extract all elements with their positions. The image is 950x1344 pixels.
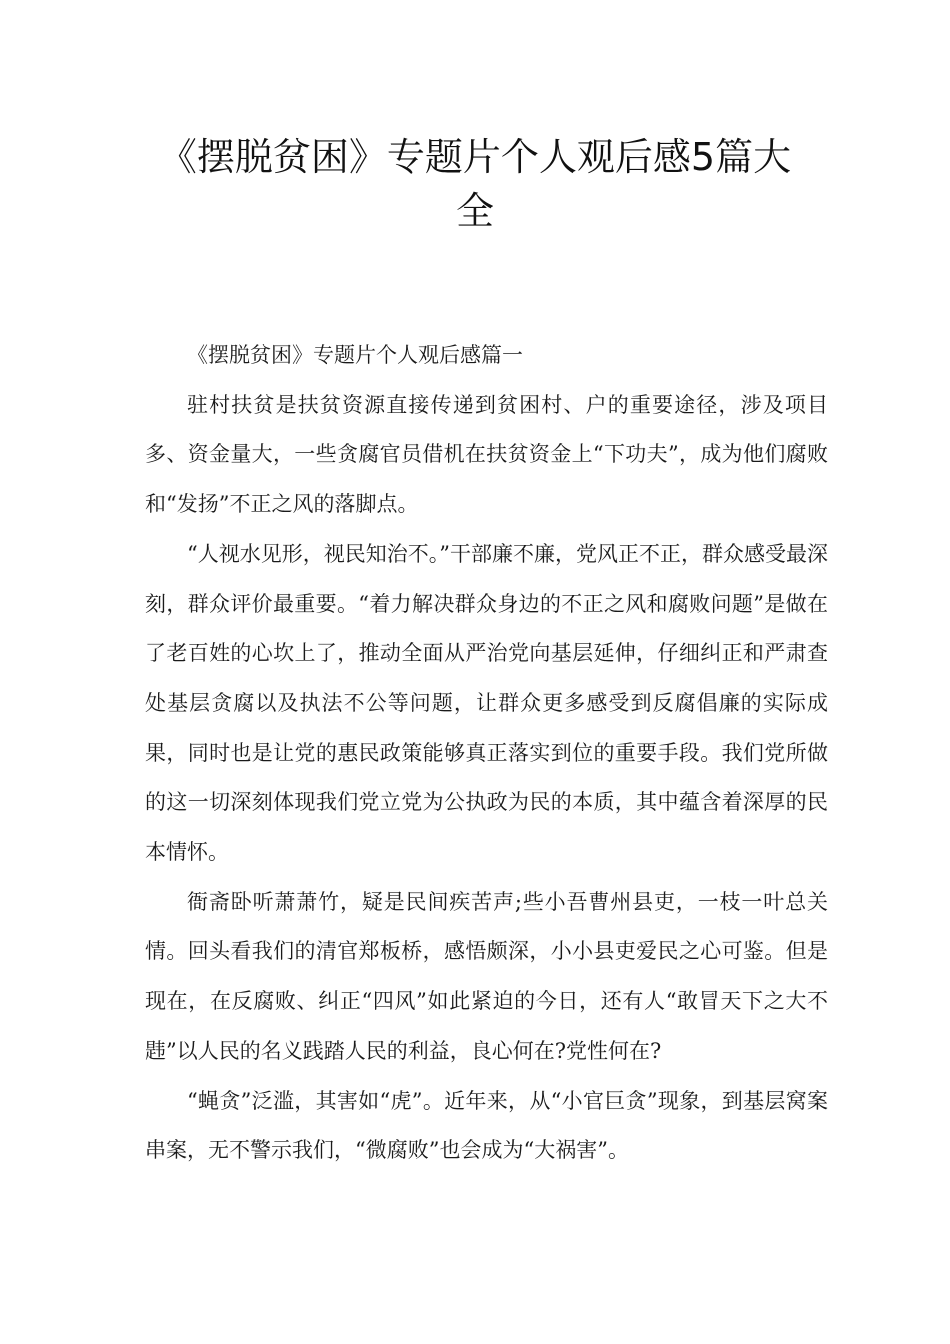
section-heading: 《摆脱贫困》专题片个人观后感篇一	[187, 343, 523, 367]
paragraph-1: 驻村扶贫是扶贫资源直接传递到贫困村、户的重要途径，涉及项目多、资金量大，一些贪腐官员借机在扶贫资金上“下功夫”，成为他们腐败和“发扬”不正之风的落脚点。	[145, 392, 828, 517]
paragraph-4: “蝇贪”泛滥，其害如“虎”。近年来，从“小官巨贪”现象，到基层窝案串案，无不警示我们，“微腐败”也会成为“大祸害”。	[145, 1088, 828, 1163]
document-title: 《摆脱贫困》专题片个人观后感5篇大全	[158, 135, 792, 233]
paragraph-3: 衙斋卧听萧萧竹，疑是民间疾苦声;些小吾曹州县吏，一枝一叶总关情。回头看我们的清官郑板桥，感悟颇深，小小县吏爱民之心可鉴。但是现在，在反腐败、纠正“四风”如此紧迫的今日，还有人“敢冒天下之大不韪”以人民的名义践踏人民的利益，良心何在?党性何在?	[145, 889, 828, 1063]
paragraph-2: “人视水见形，视民知治不。”干部廉不廉，党风正不正，群众感受最深刻，群众评价最重要。“着力解决群众身边的不正之风和腐败问题”是做在了老百姓的心坎上了，推动全面从严治党向基层延伸，仔细纠正和严肃查处基层贪腐以及执法不公等问题，让群众更多感受到反腐倡廉的实际成果，同时也是让党的惠民政策能够真正落实到位的重要手段。我们党所做的这一切深刻体现我们党立党为公执政为民的本质，其中蕴含着深厚的民本情怀。	[145, 541, 828, 865]
document-body	[145, 331, 828, 1176]
